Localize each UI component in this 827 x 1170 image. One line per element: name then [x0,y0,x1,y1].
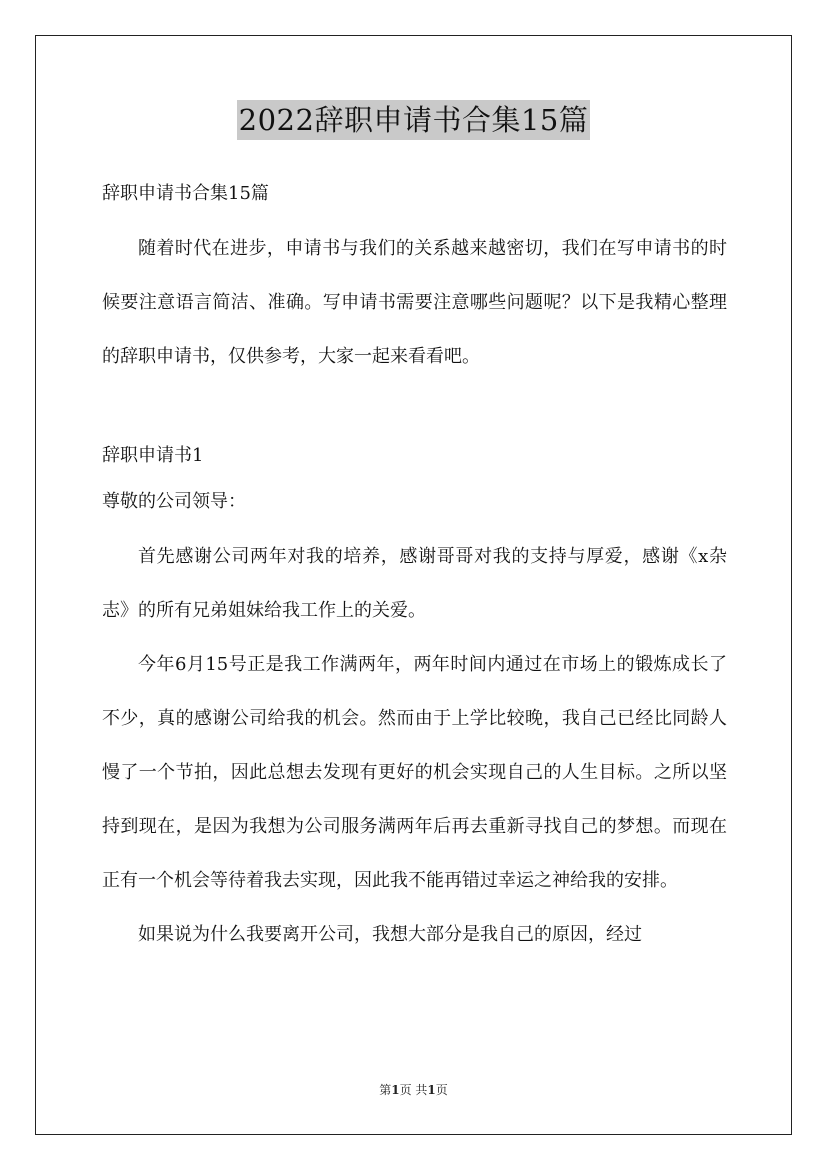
salutation: 尊敬的公司领导： [102,491,246,512]
page-number: 1 [391,1083,400,1097]
document-subtitle: 辞职申请书合集15篇 [102,183,269,204]
intro-paragraph: 随着时代在进步，申请书与我们的关系越来越密切，我们在写申请书的时候要注意语言简洁、准确。写申请书需要注意哪些问题呢？以下是我精心整理的辞职申请书，仅供参考，大家一起来看看吧。 [102,238,727,367]
document-body [102,176,727,962]
title-container [0,100,827,140]
spacer [102,474,727,484]
footer-prefix: 第 [379,1083,392,1097]
page-footer [0,1080,827,1100]
body-paragraph: 今年6月15号正是我工作满两年，两年时间内通过在市场上的锻炼成长了不少，真的感谢公司给我的机会。然而由于上学比较晚，我自己已经比同龄人慢了一个节拍，因此总想去发现有更好的机会实现自己的人生目标。之所以坚持到现在，是因为我想为公司服务满两年后再去重新寻找自己的梦想。而现在正有一个机会等待着我去实现，因此我不能再错过幸运之神给我的安排。 [102,654,727,891]
body-paragraph: 如果说为什么我要离开公司，我想大部分是我自己的原因，经过 [138,924,642,945]
footer-mid: 页 共 [399,1083,428,1097]
spacer [102,212,727,222]
document-title: 2022辞职申请书合集15篇 [237,100,591,140]
footer-suffix: 页 [435,1083,448,1097]
section-heading: 辞职申请书1 [102,445,204,466]
body-paragraph: 首先感谢公司两年对我的培养，感谢哥哥对我的支持与厚爱，感谢《x杂志》的所有兄弟姐妹给我工作上的关爱。 [102,546,727,621]
spacer [102,520,727,530]
page-total: 1 [427,1083,436,1097]
spacer [102,384,727,438]
